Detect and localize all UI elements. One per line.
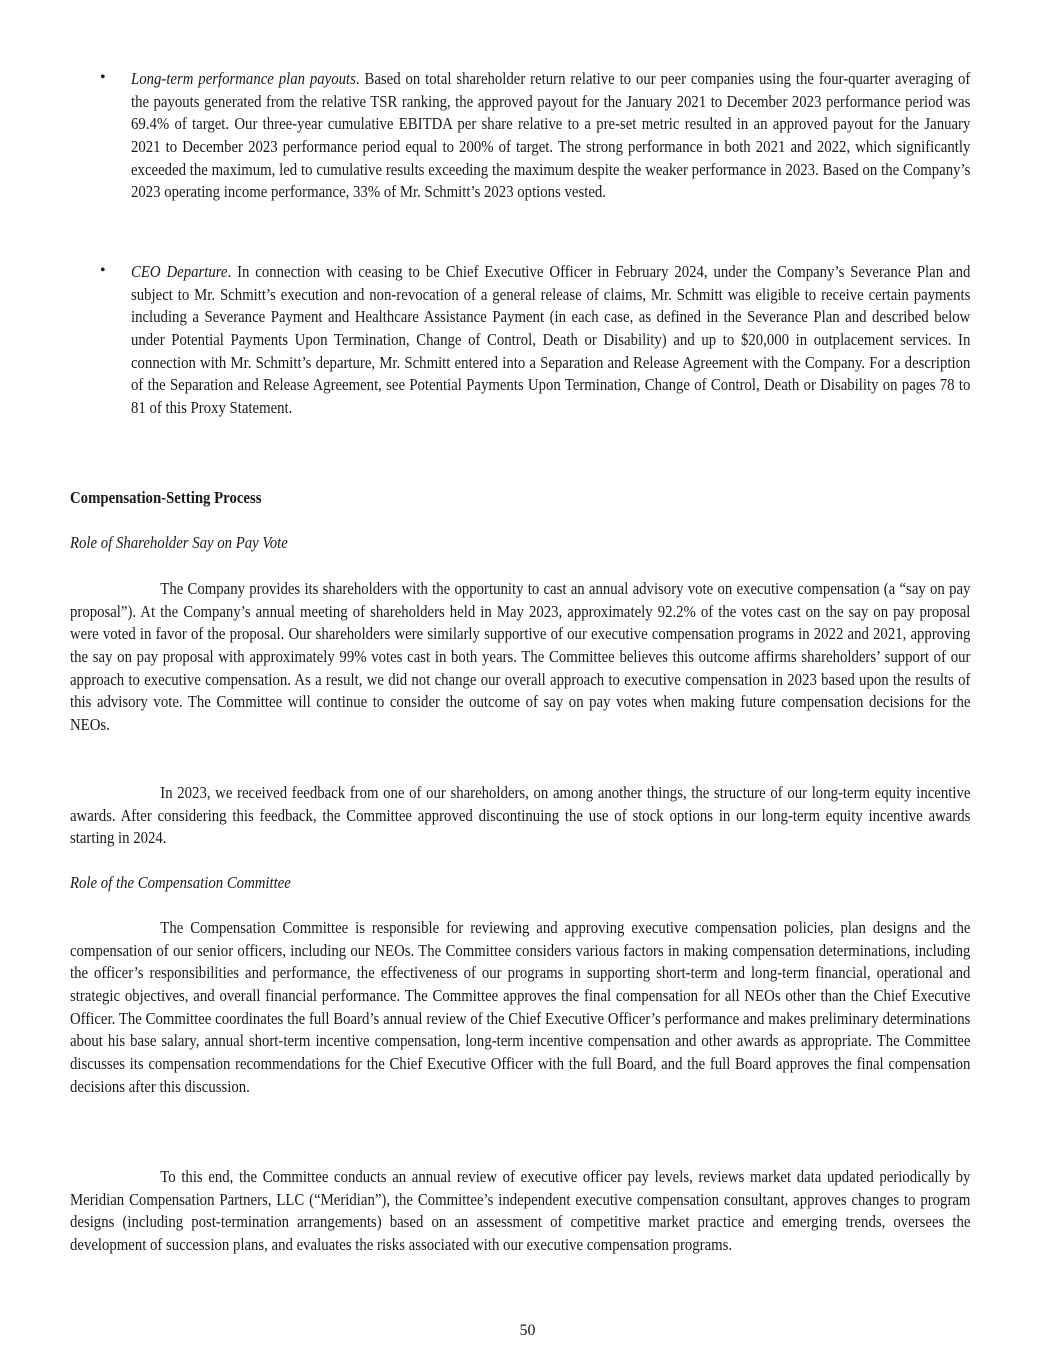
bullet-icon: • [100,69,106,86]
paragraph-committee-responsibilities [70,917,970,1098]
subsection-title-say-on-pay: Role of Shareholder Say on Pay Vote [70,533,288,552]
bullet-icon: • [100,262,106,279]
paragraph-text: In 2023, we received feedback from one of our shareholders, on among another things, the structure of our long-term equity incentive awards. After considering this feedback, the Committee approved discontinuing the use of stock options in our long-term equity incentive awards starting in 2024. [70,783,971,848]
paragraph-say-on-pay [70,578,970,737]
paragraph-text: The Company provides its shareholders with the opportunity to cast an annual advisory vote on executive compensation (a “say on pay proposal”). At the Company’s annual meeting of shareholders held in May 2023, approximately 92.2% of the votes cast on the say on pay proposal were voted in favor of the proposal. Our shareholders were similarly supportive of our executive compensation programs in 2022 and 2021, approving the say on pay proposal with approximately 99% votes cast in both years. The Committee believes this outcome affirms shareholders’ support of our approach to executive compensation. As a result, we did not change our overall approach to executive compensation in 2023 based upon the results of this advisory vote. The Committee will continue to consider the outcome of say on pay votes when making future compensation decisions for the NEOs. [70,579,971,734]
subsection-title-compensation-committee: Role of the Compensation Committee [70,873,291,892]
paragraph-text: To this end, the Committee conducts an annual review of executive officer pay levels, reviews market data updated periodically by Meridian Compensation Partners, LLC (“Meridian”), the Committee’s independent executive compensation consultant, approves changes to program designs (including post-termination arrangements) based on an assessment of competitive market practice and emerging trends, oversees the development of succession plans, and evaluates the risks associated with our executive compensation programs. [70,1167,971,1254]
bullet-lead: CEO Departure [131,262,228,281]
paragraph-committee-annual-review [70,1166,970,1257]
bullet-body: . In connection with ceasing to be Chief Executive Officer in February 2024, under the Company’s Severance Plan and subject to Mr. Schmitt’s execution and non-revocation of a general release of claims, Mr. Schmitt was eligible to receive certain payments including a Severance Payment and Healthcare Assistance Payment (in each case, as defined in the Severance Plan and described below under Potential Payments Upon Termination, Change of Control, Death or Disability) and up to $20,000 in outplacement services. In connection with Mr. Schmitt’s departure, Mr. Schmitt entered into a Separation and Release Agreement with the Company. For a description of the Separation and Release Agreement, see Potential Payments Upon Termination, Change of Control, Death or Disability on pages 78 to 81 of this Proxy Statement. [131,262,971,417]
bullet-item-ltpp-payouts [131,68,970,204]
paragraph-shareholder-feedback [70,782,970,850]
page-number: 50 [519,1322,536,1339]
bullet-lead: Long-term performance plan payouts [131,69,356,88]
section-heading: Compensation-Setting Process [70,488,262,507]
bullet-item-ceo-departure [131,261,970,420]
paragraph-text: The Compensation Committee is responsible for reviewing and approving executive compensation policies, plan designs and the compensation of our senior officers, including our NEOs. The Committee considers various factors in making compensation determinations, including the officer’s responsibilities and performance, the effectiveness of our programs in supporting short-term and long-term financial, operational and strategic objectives, and overall financial performance. The Committee approves the final compensation for all NEOs other than the Chief Executive Officer. The Committee coordinates the full Board’s annual review of the Chief Executive Officer’s performance and makes preliminary determinations about his base salary, annual short-term incentive compensation, long-term incentive compensation and other awards as appropriate. The Committee discusses its compensation recommendations for the Chief Executive Officer with the full Board, and the full Board approves the final compensation decisions after this discussion. [70,918,971,1096]
bullet-body: . Based on total shareholder return relative to our peer companies using the four-quarter averaging of the payouts generated from the relative TSR ranking, the approved payout for the January 2021 to December 2023 performance period was 69.4% of target. Our three-year cumulative EBITDA per share relative to a pre-set metric resulted in an approved payout for the January 2021 to December 2023 performance period equal to 200% of target. The strong performance in both 2021 and 2022, which significantly exceeded the maximum, led to cumulative results exceeding the maximum despite the weaker performance in 2023. Based on the Company’s 2023 operating income performance, 33% of Mr. Schmitt’s 2023 options vested. [131,69,971,202]
